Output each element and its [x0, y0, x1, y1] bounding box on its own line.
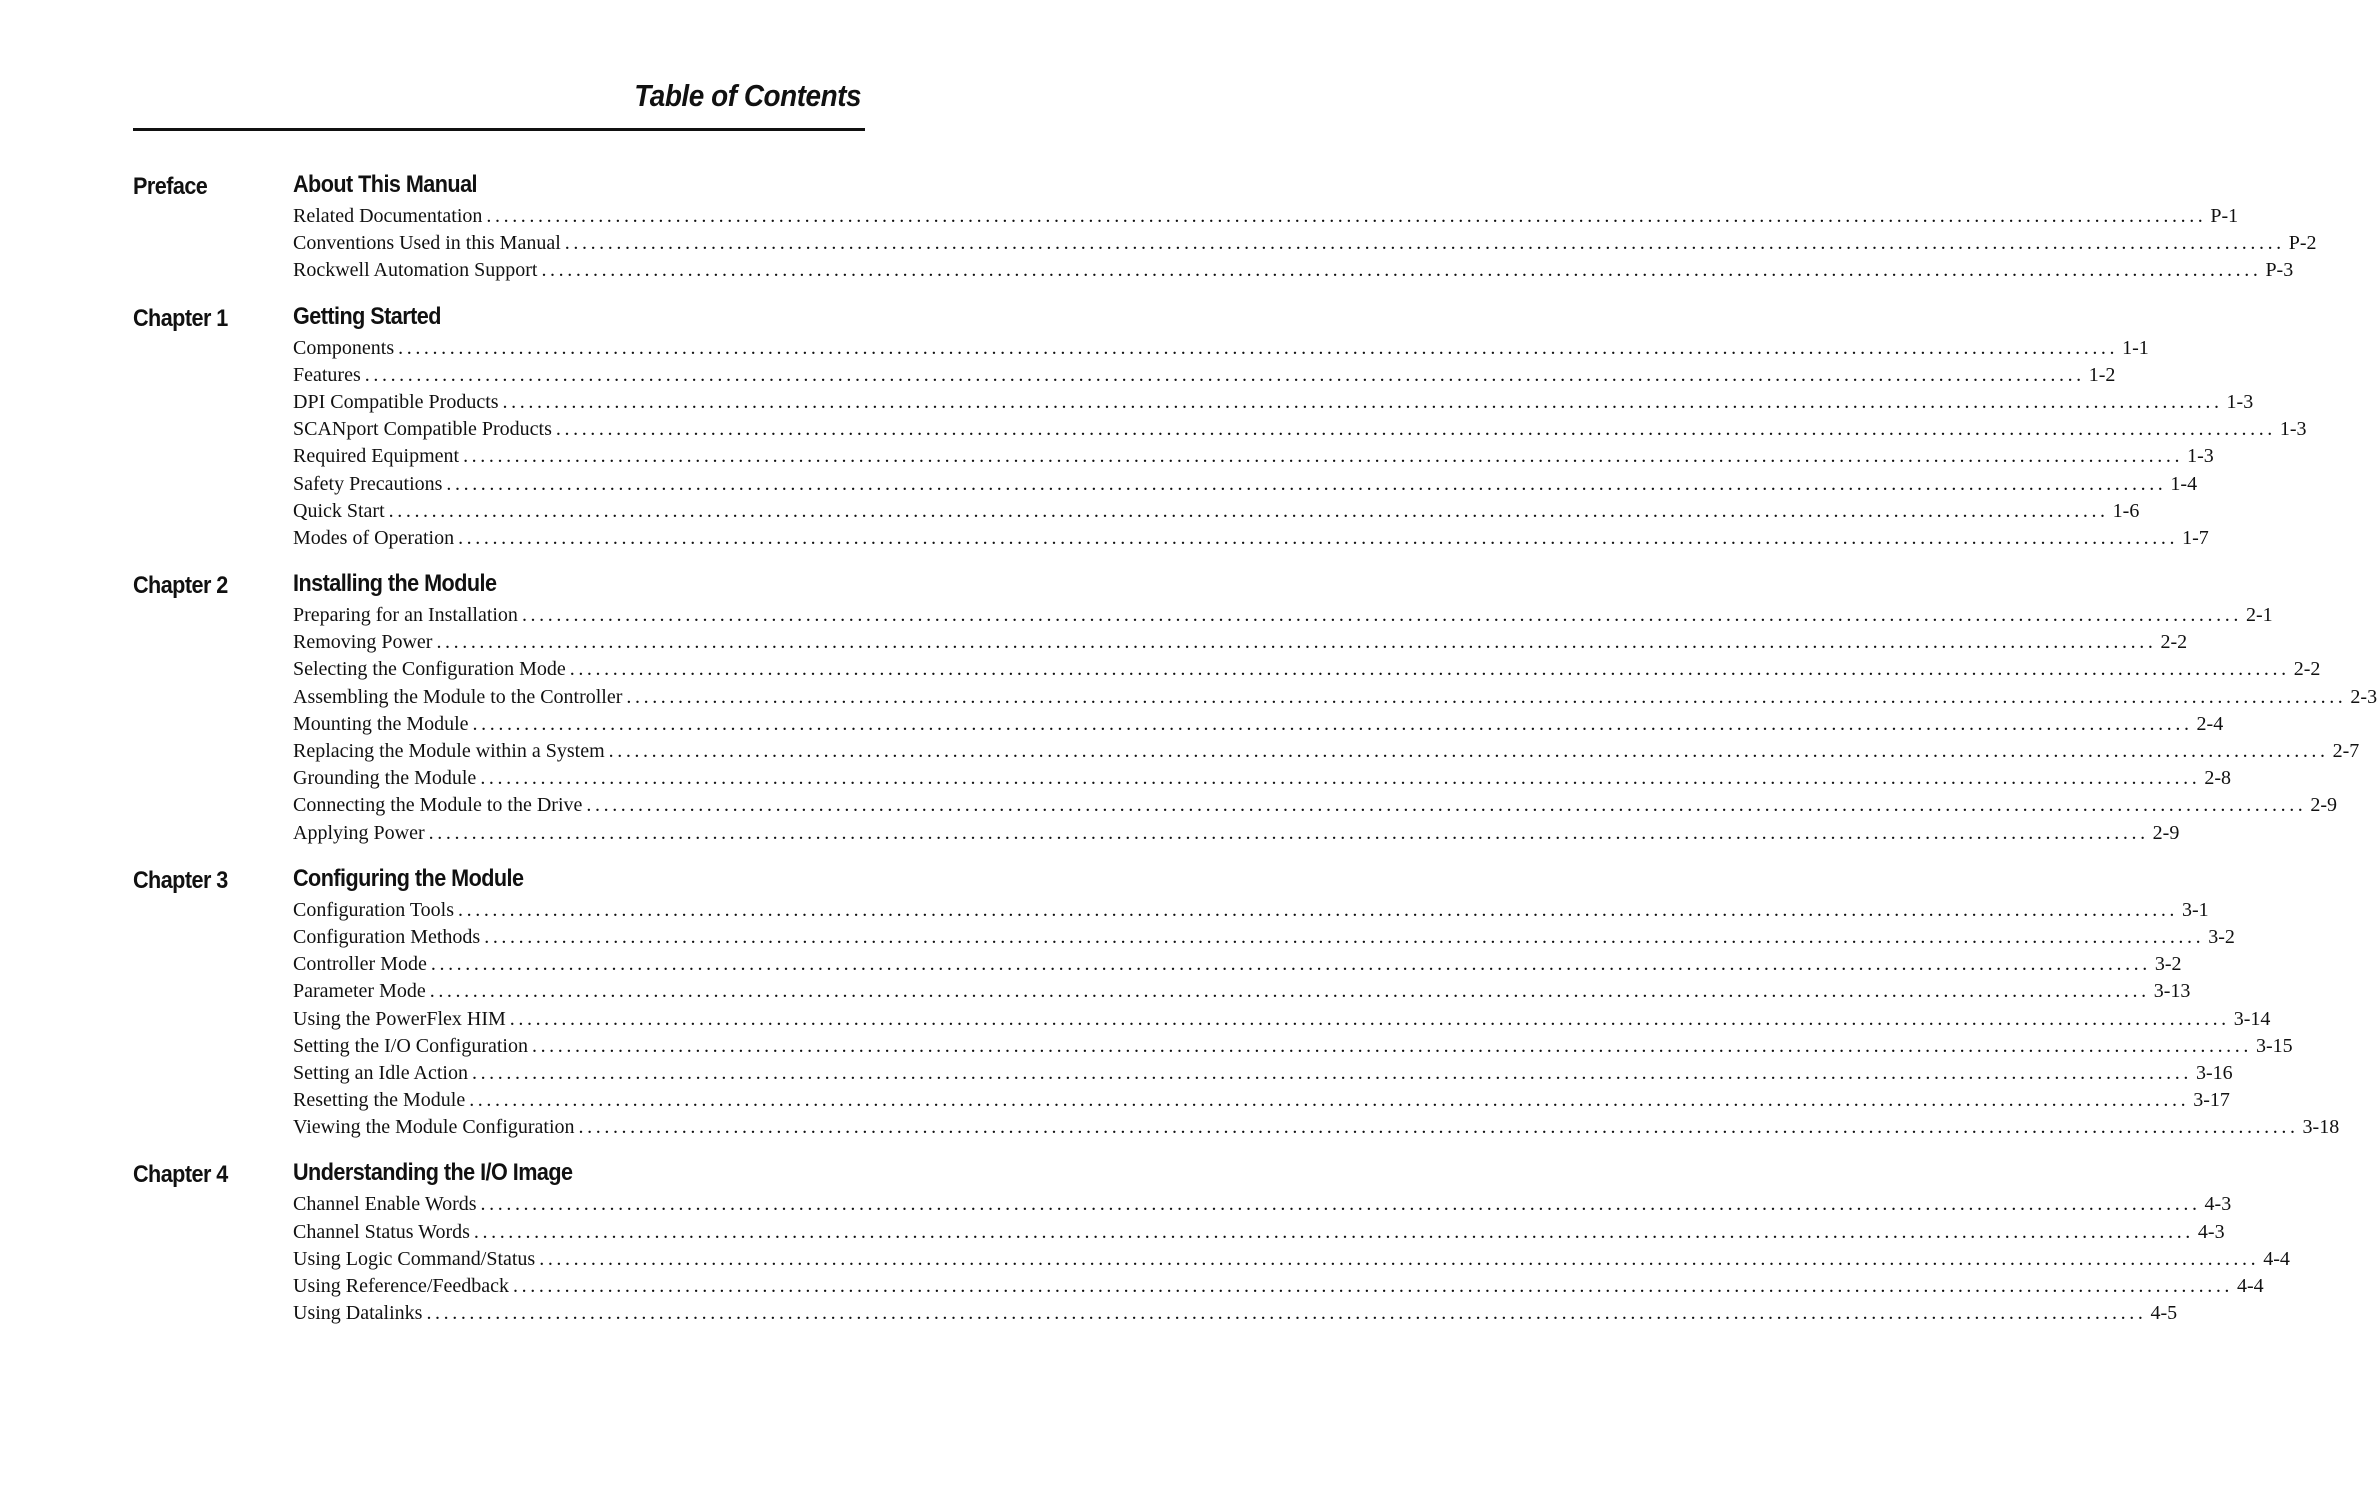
toc-entry-page: 2-3 [2350, 685, 2377, 708]
toc-entry-text: Using the PowerFlex HIM [293, 1007, 506, 1030]
toc-entry-text: Preparing for an Installation [293, 604, 518, 627]
toc-entry-text: Features [293, 363, 361, 386]
toc-entry-text: Parameter Mode [293, 980, 426, 1003]
toc-entry-text: Removing Power [293, 631, 433, 654]
table-of-contents [133, 167, 2377, 1341]
section-title[interactable]: About This Manual [293, 171, 478, 198]
toc-entry[interactable] [293, 1114, 2340, 1141]
dot-leader: ........................................................................................................................................................................................................ [521, 604, 2242, 627]
toc-entry[interactable] [293, 1087, 2230, 1114]
dot-leader: ........................................................................................................................................................................................................ [569, 658, 2290, 681]
toc-entry[interactable] [293, 1191, 2232, 1218]
toc-entry-page: 1-6 [2112, 499, 2140, 522]
toc-entry-page: 3-15 [2255, 1034, 2293, 1057]
toc-entry-page: P-1 [2210, 205, 2239, 227]
dot-leader: ........................................................................................................................................................................................................ [429, 980, 2150, 1003]
toc-entry[interactable] [293, 951, 2182, 978]
toc-entry[interactable] [293, 629, 2188, 656]
dot-leader: ........................................................................................................................................................................................................ [608, 740, 2329, 762]
toc-entry-page: 2-1 [2245, 604, 2273, 627]
toc-entry-text: Channel Enable Words [293, 1193, 477, 1216]
dot-leader: ........................................................................................................................................................................................................ [539, 1247, 2260, 1270]
toc-entry[interactable] [293, 443, 2214, 470]
toc-entry-page: 3-13 [2153, 980, 2191, 1003]
toc-entry-page: 4-3 [2204, 1193, 2232, 1216]
toc-entry[interactable] [293, 897, 2209, 924]
toc-entry[interactable] [293, 1060, 2233, 1087]
toc-entry[interactable] [293, 1246, 2290, 1273]
dot-leader: ........................................................................................................................................................................................................ [472, 712, 2193, 735]
toc-entry[interactable] [293, 684, 2377, 711]
dot-leader: ........................................................................................................................................................................................................ [486, 205, 2207, 227]
toc-entry[interactable] [293, 389, 2254, 416]
toc-entry[interactable] [293, 1006, 2271, 1033]
toc-entry-page: 2-8 [2204, 767, 2231, 790]
dot-leader: ........................................................................................................................................................................................................ [578, 1116, 2299, 1139]
dot-leader: ........................................................................................................................................................................................................ [364, 363, 2085, 386]
toc-entry-page: 3-2 [2154, 953, 2182, 976]
toc-entry-text: Related Documentation [293, 205, 483, 227]
section-label: Chapter 3 [133, 866, 228, 894]
toc-section-chapter-1 [133, 299, 2307, 553]
toc-entry-text: Connecting the Module to the Drive [293, 794, 583, 817]
section-body [293, 1155, 2290, 1327]
toc-entry-page: 1-3 [2279, 418, 2307, 441]
toc-entry-text: Modes of Operation [293, 526, 455, 549]
dot-leader: ........................................................................................................................................................................................................ [398, 336, 2119, 359]
dot-leader: ........................................................................................................................................................................................................ [469, 1089, 2190, 1112]
toc-entry-page: 1-3 [2187, 445, 2214, 468]
toc-entry-text: Conventions Used in this Manual [293, 232, 561, 255]
toc-entry-text: Using Reference/Feedback [293, 1275, 510, 1297]
toc-entry-page: 4-4 [2263, 1247, 2290, 1270]
toc-entry-text: Channel Status Words [293, 1220, 470, 1243]
dot-leader: ........................................................................................................................................................................................................ [473, 1220, 2194, 1243]
section-title[interactable]: Understanding the I/O Image [293, 1159, 573, 1187]
dot-leader: ........................................................................................................................................................................................................ [458, 526, 2179, 549]
toc-entry-text: Selecting the Configuration Mode [293, 658, 566, 681]
dot-leader: ........................................................................................................................................................................................................ [436, 631, 2157, 654]
toc-entry[interactable] [293, 656, 2321, 683]
toc-entry-page: 4-4 [2237, 1275, 2264, 1297]
toc-entry-page: 2-2 [2160, 631, 2188, 654]
section-title[interactable]: Configuring the Module [293, 864, 524, 892]
toc-section-chapter-4 [133, 1155, 2290, 1327]
toc-entry-text: Safety Precautions [293, 472, 443, 495]
section-title[interactable]: Getting Started [293, 302, 441, 330]
toc-entry-text: DPI Compatible Products [293, 390, 499, 413]
toc-entry-text: Using Logic Command/Status [293, 1247, 536, 1270]
toc-entry[interactable] [293, 602, 2273, 629]
dot-leader: ........................................................................................................................................................................................................ [480, 767, 2201, 790]
toc-entry-page: 2-2 [2293, 658, 2321, 681]
section-label: Chapter 4 [133, 1161, 228, 1189]
toc-entry[interactable] [293, 1033, 2293, 1060]
toc-entry[interactable] [293, 792, 2338, 819]
toc-entry-page: 1-2 [2088, 363, 2116, 386]
dot-leader: ........................................................................................................................................................................................................ [471, 1061, 2192, 1084]
toc-entry-page: 3-1 [2182, 898, 2209, 921]
toc-entry-page: 3-16 [2195, 1061, 2233, 1084]
dot-leader: ........................................................................................................................................................................................................ [555, 418, 2276, 441]
section-body [293, 566, 2377, 847]
toc-entry[interactable] [293, 1300, 2178, 1327]
dot-leader: ........................................................................................................................................................................................................ [428, 821, 2149, 844]
dot-leader: ........................................................................................................................................................................................................ [426, 1302, 2147, 1325]
toc-entry[interactable] [293, 711, 2224, 738]
toc-entry-page: 3-18 [2302, 1116, 2340, 1139]
toc-entry-text: Resetting the Module [293, 1089, 466, 1112]
toc-entry[interactable] [293, 525, 2209, 552]
toc-entry-page: 2-4 [2196, 712, 2224, 735]
dot-leader: ........................................................................................................................................................................................................ [509, 1007, 2230, 1030]
toc-entry[interactable] [293, 498, 2140, 525]
toc-entry-page: P-2 [2288, 232, 2317, 255]
toc-entry-text: Configuration Methods [293, 925, 481, 948]
toc-section-preface [133, 167, 2317, 285]
toc-entry[interactable] [293, 978, 2191, 1005]
dot-leader: ........................................................................................................................................................................................................ [480, 1193, 2201, 1216]
toc-entry[interactable] [293, 1273, 2264, 1300]
dot-leader: ........................................................................................................................................................................................................ [388, 499, 2109, 522]
toc-entry-text: Using Datalinks [293, 1302, 423, 1325]
toc-entry-page: 3-14 [2233, 1007, 2271, 1030]
toc-entry-text: Viewing the Module Configuration [293, 1116, 575, 1139]
toc-entry-text: Assembling the Module to the Controller [293, 685, 623, 708]
section-label: Preface [133, 173, 208, 200]
toc-entry-page: 1-1 [2122, 336, 2149, 359]
toc-entry-text: Components [293, 336, 395, 359]
toc-entry-text: Applying Power [293, 821, 425, 844]
dot-leader: ........................................................................................................................................................................................................ [446, 472, 2167, 495]
page-title: Table of Contents [634, 78, 861, 113]
toc-entry-page: 2-9 [2152, 821, 2180, 844]
toc-entry-page: 1-4 [2170, 472, 2198, 495]
dot-leader: ........................................................................................................................................................................................................ [531, 1034, 2252, 1057]
section-title[interactable]: Installing the Module [293, 570, 497, 598]
toc-entry-page: 2-7 [2332, 740, 2360, 762]
toc-entry-page: 1-3 [2226, 390, 2254, 413]
toc-entry-text: Configuration Tools [293, 898, 455, 921]
toc-entry-page: 4-3 [2197, 1220, 2225, 1243]
toc-entry-text: Setting an Idle Action [293, 1061, 468, 1084]
dot-leader: ........................................................................................................................................................................................................ [484, 925, 2205, 948]
toc-entry-text: Replacing the Module within a System [293, 740, 605, 762]
dot-leader: ........................................................................................................................................................................................................ [458, 898, 2179, 921]
toc-entry-page: 3-17 [2193, 1089, 2230, 1112]
toc-section-chapter-3 [133, 861, 2340, 1142]
toc-entry-text: SCANport Compatible Products [293, 418, 552, 441]
toc-entry[interactable] [293, 416, 2307, 443]
title-rule [133, 128, 865, 131]
toc-section-chapter-2 [133, 566, 2377, 847]
section-body [293, 861, 2340, 1142]
toc-entry-text: Setting the I/O Configuration [293, 1034, 528, 1057]
toc-entry-text: Quick Start [293, 499, 385, 522]
toc-entry-text: Rockwell Automation Support [293, 259, 538, 282]
dot-leader: ........................................................................................................................................................................................................ [626, 685, 2347, 708]
toc-entry-page: P-3 [2265, 259, 2294, 282]
toc-entry[interactable] [293, 362, 2116, 389]
toc-entry-text: Controller Mode [293, 953, 427, 976]
toc-entry[interactable] [293, 765, 2231, 792]
dot-leader: ........................................................................................................................................................................................................ [430, 953, 2151, 976]
dot-leader: ........................................................................................................................................................................................................ [502, 390, 2223, 413]
section-label: Chapter 1 [133, 304, 228, 332]
toc-entry-text: Mounting the Module [293, 712, 469, 735]
dot-leader: ........................................................................................................................................................................................................ [586, 794, 2307, 817]
toc-entry[interactable] [293, 203, 2239, 230]
toc-entry[interactable] [293, 257, 2294, 284]
toc-entry-page: 2-9 [2310, 794, 2338, 817]
toc-entry[interactable] [293, 924, 2235, 951]
toc-entry-text: Required Equipment [293, 445, 460, 468]
toc-entry-page: 1-7 [2182, 526, 2209, 549]
toc-entry[interactable] [293, 230, 2317, 257]
toc-entry[interactable] [293, 738, 2360, 765]
dot-leader: ........................................................................................................................................................................................................ [541, 259, 2262, 282]
toc-entry[interactable] [293, 820, 2180, 847]
toc-entry[interactable] [293, 471, 2198, 498]
toc-entry-text: Grounding the Module [293, 767, 477, 790]
dot-leader: ........................................................................................................................................................................................................ [463, 445, 2184, 468]
section-body [293, 167, 2317, 285]
section-body [293, 299, 2307, 553]
toc-entry[interactable] [293, 335, 2149, 362]
toc-entry-page: 4-5 [2150, 1302, 2178, 1325]
toc-entry-page: 3-2 [2208, 925, 2235, 948]
dot-leader: ........................................................................................................................................................................................................ [513, 1275, 2234, 1297]
toc-entry[interactable] [293, 1219, 2225, 1246]
section-label: Chapter 2 [133, 572, 228, 600]
dot-leader: ........................................................................................................................................................................................................ [564, 232, 2285, 255]
